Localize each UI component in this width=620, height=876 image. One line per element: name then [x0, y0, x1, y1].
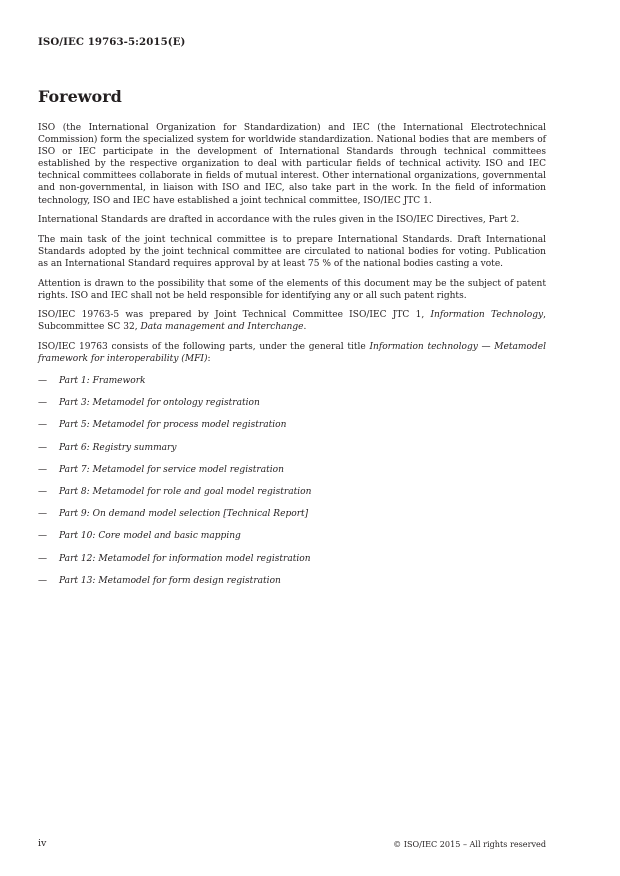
list-item	[38, 397, 546, 419]
prepared-by-text-b: , Subcommittee SC 32,	[38, 310, 546, 333]
list-item	[38, 553, 546, 575]
foreword-body	[38, 122, 546, 597]
subcommittee-name: Data management and Interchange	[140, 322, 304, 333]
part-title: Part 1: Framework	[59, 376, 146, 387]
list-item	[38, 508, 546, 530]
list-dash: —	[38, 509, 48, 520]
list-dash: —	[38, 420, 48, 431]
paragraph-parts-intro	[38, 341, 546, 365]
list-dash: —	[38, 442, 48, 453]
list-dash: —	[38, 553, 48, 564]
list-item	[38, 575, 546, 597]
part-title: Part 6: Registry summary	[59, 442, 177, 453]
page-title: Foreword	[38, 87, 122, 106]
paragraph-patent-rights: Attention is drawn to the possibility that some of the elements of this document may be the subject of patent rights. ISO and IEC shall not be held responsible for identifying any or all such patent rights.	[38, 278, 546, 301]
page-number: iv	[38, 838, 47, 849]
list-item	[38, 530, 546, 552]
list-dash: —	[38, 376, 48, 387]
list-item	[38, 375, 546, 397]
list-item	[38, 419, 546, 441]
general-title: Information technology — Metamodel framework for interoperability (MFI)	[38, 341, 546, 364]
part-title: Part 5: Metamodel for process model registration	[59, 420, 287, 431]
paragraph-drafting-rules: International Standards are drafted in accordance with the rules given in the ISO/IEC Directives, Part 2.	[38, 215, 520, 226]
prepared-by-text-a: ISO/IEC 19763-5 was prepared by Joint Technical Committee ISO/IEC JTC 1,	[38, 310, 431, 321]
list-dash: —	[38, 487, 48, 498]
committee-name: Information Technology	[430, 310, 544, 321]
list-dash: —	[38, 464, 48, 475]
copyright-notice: © ISO/IEC 2015 – All rights reserved	[393, 839, 546, 849]
paragraph-main-task: The main task of the joint technical committee is to prepare International Standards. Draft International Standards adopted by the joint technical committee are circulated to national bodies for voting. Publication as an International Standard requires approval by at least 75 % of the national bodies casting a vote.	[38, 234, 546, 269]
prepared-by-text-c: .	[303, 322, 307, 333]
part-title: Part 7: Metamodel for service model registration	[59, 464, 284, 475]
part-title: Part 8: Metamodel for role and goal model registration	[59, 487, 312, 498]
list-dash: —	[38, 398, 48, 409]
parts-intro-text-a: ISO/IEC 19763 consists of the following parts, under the general title	[38, 341, 370, 352]
parts-intro-text-b: :	[207, 354, 211, 364]
part-title: Part 12: Metamodel for information model registration	[59, 553, 311, 564]
list-dash: —	[38, 575, 48, 586]
parts-list	[38, 375, 546, 597]
paragraph-iso-iec-intro: ISO (the International Organization for Standardization) and IEC (the International Electrotechnical Commission) form the specialized system for worldwide standardization. National bodies that are members of ISO or IEC participate in the development of International Standards through technical committees established by the respective organization to deal with particular fields of technical activity. ISO and IEC technical committees collaborate in fields of mutual interest. Other international organizations, governmental and non-governmental, in liaison with ISO and IEC, also take part in the work. In the field of information technology, ISO and IEC have established a joint technical committee, ISO/IEC JTC 1.	[38, 123, 546, 206]
paragraph-prepared-by	[38, 309, 546, 333]
document-id-header: ISO/IEC 19763-5:2015(E)	[38, 36, 186, 48]
part-title: Part 9: On demand model selection [Technical Report]	[59, 509, 309, 520]
part-title: Part 13: Metamodel for form design registration	[59, 575, 281, 586]
list-dash: —	[38, 531, 48, 542]
list-item	[38, 486, 546, 508]
list-item	[38, 464, 546, 486]
list-item	[38, 442, 546, 464]
part-title: Part 10: Core model and basic mapping	[59, 531, 241, 542]
part-title: Part 3: Metamodel for ontology registration	[59, 398, 260, 409]
